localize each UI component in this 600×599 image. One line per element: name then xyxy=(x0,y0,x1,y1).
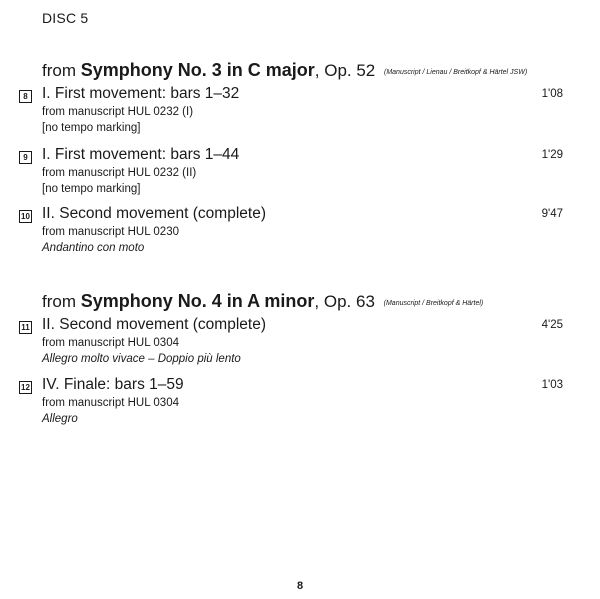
track-tempo: [no tempo marking] xyxy=(42,122,141,134)
track-duration: 9'47 xyxy=(541,208,563,220)
track-number: 12 xyxy=(19,381,32,394)
track-manuscript: from manuscript HUL 0232 (II) xyxy=(42,167,197,179)
track-tempo: [no tempo marking] xyxy=(42,183,141,195)
track-title: IV. Finale: bars 1–59 xyxy=(42,376,184,393)
track-title: I. First movement: bars 1–44 xyxy=(42,146,240,163)
disc-label: DISC 5 xyxy=(42,10,89,26)
track-number: 8 xyxy=(19,90,32,103)
work-title: Symphony No. 4 in A minor xyxy=(80,291,315,311)
track-number: 10 xyxy=(19,210,32,223)
page-number: 8 xyxy=(296,580,304,592)
track-title: II. Second movement (complete) xyxy=(42,205,266,222)
track-duration: 1'08 xyxy=(541,88,563,100)
track-manuscript: from manuscript HUL 0304 xyxy=(42,337,179,349)
work-prefix: from xyxy=(42,292,76,311)
work-opus: , Op. 63 xyxy=(314,292,375,311)
work-opus: , Op. 52 xyxy=(314,61,376,80)
track-title: II. Second movement (complete) xyxy=(42,316,266,333)
track-manuscript: from manuscript HUL 0232 (I) xyxy=(42,106,194,118)
track-duration: 1'29 xyxy=(541,149,563,161)
track-title: I. First movement: bars 1–32 xyxy=(42,85,240,102)
track-duration: 4'25 xyxy=(541,319,563,331)
track-number: 11 xyxy=(19,321,32,334)
track-tempo: Allegro molto vivace – Doppio più lento xyxy=(42,353,241,365)
work-source: (Manuscript / Breitkopf & Härtel) xyxy=(383,300,484,307)
work-prefix: from xyxy=(42,61,76,80)
track-tempo: Allegro xyxy=(42,413,78,425)
work-source: (Manuscript / Lienau / Breitkopf & Härtel JSW) xyxy=(384,69,528,76)
work-heading-symphony-4 xyxy=(42,291,483,312)
track-tempo: Andantino con moto xyxy=(42,242,145,254)
work-title: Symphony No. 3 in C major xyxy=(80,60,315,80)
track-manuscript: from manuscript HUL 0230 xyxy=(42,226,179,238)
work-heading-symphony-3 xyxy=(42,60,527,81)
track-duration: 1'03 xyxy=(541,379,563,391)
track-manuscript: from manuscript HUL 0304 xyxy=(42,397,179,409)
track-number: 9 xyxy=(19,151,32,164)
